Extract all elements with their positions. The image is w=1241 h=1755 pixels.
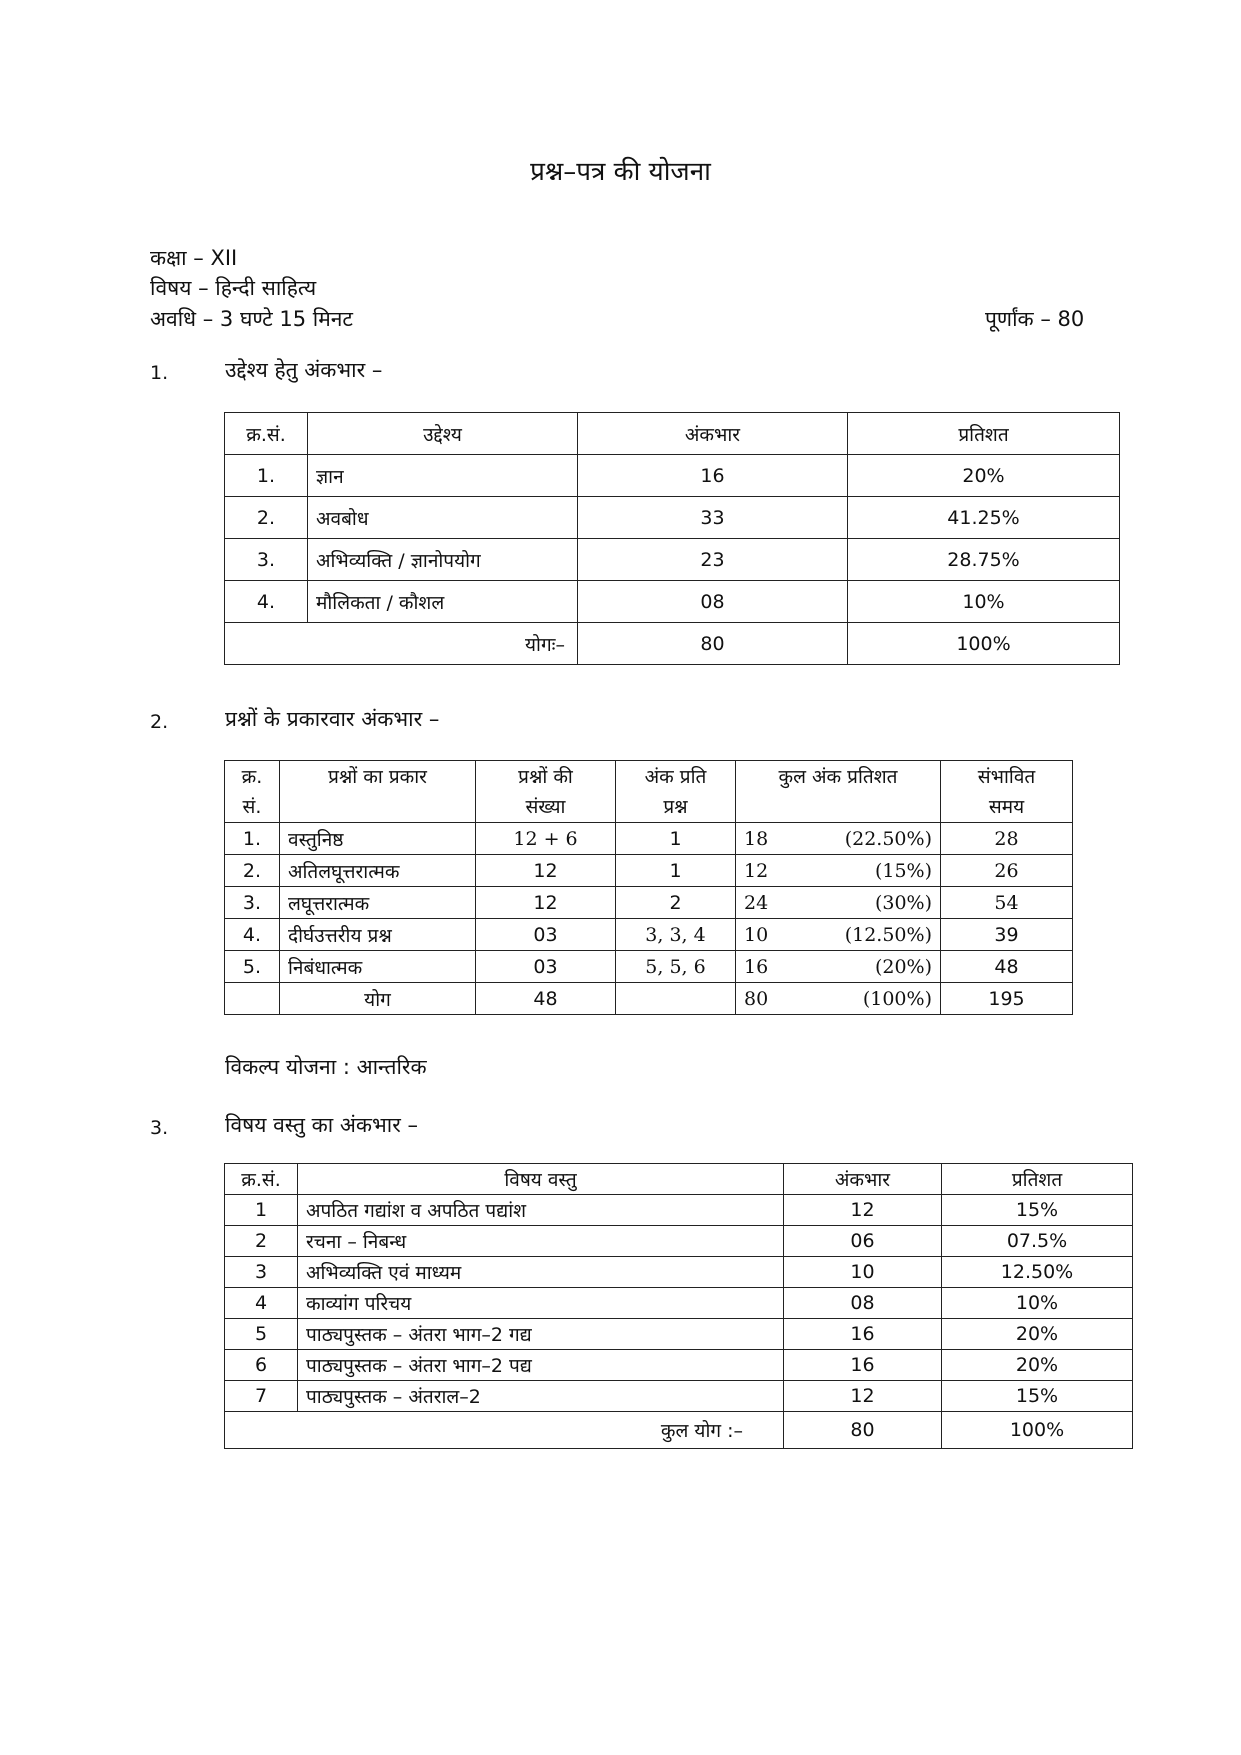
cell-type: वस्तुनिष्ठ <box>280 823 476 855</box>
cell-time: 54 <box>941 887 1073 919</box>
cell-total-percent: (12.50%) <box>844 923 932 946</box>
header-marks: अंकभार <box>784 1164 942 1195</box>
cell-sno: 2 <box>225 1226 298 1257</box>
cell-total-value: 18 <box>744 827 769 850</box>
cell-total <box>736 887 941 919</box>
header-marks-line-2: प्रश्न <box>663 795 688 818</box>
table-row <box>225 1288 1133 1319</box>
header-total: कुल अंक प्रतिशत <box>736 761 941 823</box>
table-row <box>225 581 1120 623</box>
header-percent: प्रतिशत <box>942 1164 1133 1195</box>
total-marks: 80 <box>784 1412 942 1449</box>
page-title: प्रश्न–पत्र की योजना <box>530 157 711 187</box>
cell-sno: 7 <box>225 1381 298 1412</box>
cell-total <box>736 919 941 951</box>
table-total-row <box>225 1412 1133 1449</box>
total-marks: 80 <box>578 623 848 665</box>
cell-marks: 2 <box>616 887 736 919</box>
cell-marks: 12 <box>784 1195 942 1226</box>
section-3-number: 3. <box>150 1117 169 1139</box>
cell-empty <box>225 983 280 1015</box>
cell-sno: 3. <box>225 539 308 581</box>
header-marks-line-1: अंक प्रति <box>644 765 707 788</box>
cell-marks: 1 <box>616 823 736 855</box>
cell-percent: 20% <box>942 1319 1133 1350</box>
cell-percent: 28.75% <box>848 539 1120 581</box>
cell-marks: 08 <box>784 1288 942 1319</box>
duration-line: अवधि – 3 घण्टे 15 मिनट <box>150 307 354 331</box>
cell-time: 39 <box>941 919 1073 951</box>
header-sno-line-2: सं. <box>242 795 262 818</box>
cell-type: दीर्घउत्तरीय प्रश्न <box>280 919 476 951</box>
table-row <box>225 887 1073 919</box>
cell-objective: ज्ञान <box>308 455 578 497</box>
cell-objective: अवबोध <box>308 497 578 539</box>
cell-percent: 10% <box>848 581 1120 623</box>
cell-sno: 2. <box>225 855 280 887</box>
total-time: 195 <box>941 983 1073 1015</box>
table-row <box>225 539 1120 581</box>
table-row <box>225 855 1073 887</box>
cell-total-percent: (20%) <box>874 955 932 978</box>
table-row <box>225 1195 1133 1226</box>
header-sno <box>225 761 280 823</box>
total-count: 48 <box>476 983 616 1015</box>
cell-empty <box>616 983 736 1015</box>
cell-time: 26 <box>941 855 1073 887</box>
cell-marks: 06 <box>784 1226 942 1257</box>
header-marks-per-question <box>616 761 736 823</box>
cell-count: 03 <box>476 919 616 951</box>
table-row <box>225 1319 1133 1350</box>
header-time-line-2: समय <box>988 795 1025 818</box>
table-total-row <box>225 983 1073 1015</box>
options-note: विकल्प योजना : आन्तरिक <box>225 1055 427 1079</box>
full-marks: पूर्णांक – 80 <box>985 307 1085 331</box>
table-header-row <box>225 761 1073 823</box>
section-1-heading: उद्देश्य हेतु अंकभार – <box>225 358 383 382</box>
table-row <box>225 823 1073 855</box>
cell-sno: 5 <box>225 1319 298 1350</box>
total-label: योगः– <box>225 623 578 665</box>
cell-total-value: 24 <box>744 891 769 914</box>
cell-percent: 20% <box>848 455 1120 497</box>
section-2-number: 2. <box>150 711 169 733</box>
cell-time: 28 <box>941 823 1073 855</box>
table-row <box>225 919 1073 951</box>
cell-content: अपठित गद्यांश व अपठित पद्यांश <box>298 1195 784 1226</box>
class-line: कक्षा – XII <box>150 246 238 270</box>
cell-objective: मौलिकता / कौशल <box>308 581 578 623</box>
cell-sno: 3. <box>225 887 280 919</box>
objective-weightage-table <box>224 412 1120 665</box>
total-label: कुल योग :– <box>225 1412 784 1449</box>
header-time <box>941 761 1073 823</box>
cell-content: काव्यांग परिचय <box>298 1288 784 1319</box>
cell-marks: 1 <box>616 855 736 887</box>
header-time-line-1: संभावित <box>977 765 1036 788</box>
cell-percent: 15% <box>942 1195 1133 1226</box>
cell-sno: 5. <box>225 951 280 983</box>
header-sno: क्र.सं. <box>225 413 308 455</box>
cell-count: 12 <box>476 887 616 919</box>
cell-total-value: 16 <box>744 955 769 978</box>
cell-type: निबंधात्मक <box>280 951 476 983</box>
cell-total <box>736 855 941 887</box>
cell-marks: 10 <box>784 1257 942 1288</box>
cell-sno: 4. <box>225 919 280 951</box>
table-header-row <box>225 1164 1133 1195</box>
table-row <box>225 1381 1133 1412</box>
total-percent: 100% <box>848 623 1120 665</box>
cell-type: अतिलघूत्तरात्मक <box>280 855 476 887</box>
cell-total-value: 12 <box>744 859 769 882</box>
header-percent: प्रतिशत <box>848 413 1120 455</box>
cell-content: पाठ्यपुस्तक – अंतराल–2 <box>298 1381 784 1412</box>
table-row <box>225 1226 1133 1257</box>
table-row <box>225 497 1120 539</box>
cell-sno: 1 <box>225 1195 298 1226</box>
cell-sno: 1. <box>225 823 280 855</box>
cell-count: 03 <box>476 951 616 983</box>
header-count <box>476 761 616 823</box>
cell-total-percent: (22.50%) <box>844 827 932 850</box>
section-3-heading: विषय वस्तु का अंकभार – <box>225 1113 418 1137</box>
cell-percent: 41.25% <box>848 497 1120 539</box>
table-row <box>225 951 1073 983</box>
total-marks-value: 80 <box>744 987 769 1010</box>
cell-time: 48 <box>941 951 1073 983</box>
header-type: प्रश्नों का प्रकार <box>280 761 476 823</box>
cell-marks: 5, 5, 6 <box>616 951 736 983</box>
header-sno-line-1: क्र. <box>241 765 263 788</box>
cell-total-value: 10 <box>744 923 769 946</box>
header-count-line-2: संख्या <box>525 795 566 818</box>
table-row <box>225 1350 1133 1381</box>
cell-objective: अभिव्यक्ति / ज्ञानोपयोग <box>308 539 578 581</box>
cell-sno: 3 <box>225 1257 298 1288</box>
header-marks: अंकभार <box>578 413 848 455</box>
cell-count: 12 <box>476 855 616 887</box>
cell-marks: 23 <box>578 539 848 581</box>
header-objective: उद्देश्य <box>308 413 578 455</box>
question-type-table <box>224 760 1073 1015</box>
total-marks <box>736 983 941 1015</box>
cell-percent: 10% <box>942 1288 1133 1319</box>
cell-percent: 15% <box>942 1381 1133 1412</box>
total-marks-percent: (100%) <box>862 987 932 1010</box>
table-row <box>225 1257 1133 1288</box>
table-total-row <box>225 623 1120 665</box>
cell-total <box>736 823 941 855</box>
header-count-line-1: प्रश्नों की <box>518 765 573 788</box>
section-2-heading: प्रश्नों के प्रकारवार अंकभार – <box>225 707 440 731</box>
cell-marks: 16 <box>784 1319 942 1350</box>
cell-sno: 6 <box>225 1350 298 1381</box>
cell-sno: 4. <box>225 581 308 623</box>
cell-marks: 12 <box>784 1381 942 1412</box>
cell-marks: 16 <box>578 455 848 497</box>
cell-marks: 3, 3, 4 <box>616 919 736 951</box>
cell-content: अभिव्यक्ति एवं माध्यम <box>298 1257 784 1288</box>
header-sno: क्र.सं. <box>225 1164 298 1195</box>
cell-count: 12 + 6 <box>476 823 616 855</box>
subject-line: विषय – हिन्दी साहित्य <box>150 276 317 300</box>
cell-total-percent: (30%) <box>874 891 932 914</box>
header-content: विषय वस्तु <box>298 1164 784 1195</box>
cell-sno: 1. <box>225 455 308 497</box>
cell-sno: 4 <box>225 1288 298 1319</box>
cell-content: पाठ्यपुस्तक – अंतरा भाग–2 गद्य <box>298 1319 784 1350</box>
total-label: योग <box>280 983 476 1015</box>
total-percent: 100% <box>942 1412 1133 1449</box>
cell-total-percent: (15%) <box>874 859 932 882</box>
table-row <box>225 455 1120 497</box>
cell-percent: 07.5% <box>942 1226 1133 1257</box>
cell-percent: 20% <box>942 1350 1133 1381</box>
cell-marks: 08 <box>578 581 848 623</box>
cell-total <box>736 951 941 983</box>
cell-content: पाठ्यपुस्तक – अंतरा भाग–2 पद्य <box>298 1350 784 1381</box>
cell-marks: 33 <box>578 497 848 539</box>
cell-type: लघूत्तरात्मक <box>280 887 476 919</box>
cell-sno: 2. <box>225 497 308 539</box>
content-weightage-table <box>224 1163 1133 1449</box>
section-1-number: 1. <box>150 362 169 384</box>
cell-percent: 12.50% <box>942 1257 1133 1288</box>
cell-marks: 16 <box>784 1350 942 1381</box>
cell-content: रचना – निबन्ध <box>298 1226 784 1257</box>
table-header-row <box>225 413 1120 455</box>
